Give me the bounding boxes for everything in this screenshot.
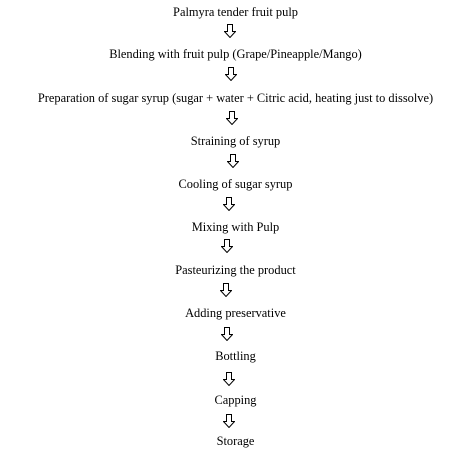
down-arrow-icon [223,197,235,211]
step-mixing: Mixing with Pulp [191,220,280,234]
down-arrow-icon [223,372,235,386]
step-pasteurizing: Pasteurizing the product [175,263,296,277]
step-storage: Storage [216,434,255,448]
step-adding-preservative: Adding preservative [185,306,286,320]
down-arrow-icon [225,67,237,81]
down-arrow-icon [221,327,233,341]
step-blending: Blending with fruit pulp (Grape/Pineapple/Mango) [109,47,362,61]
step-capping: Capping [214,393,257,407]
down-arrow-icon [221,239,233,253]
step-straining: Straining of syrup [190,134,281,148]
step-cooling: Cooling of sugar syrup [178,177,293,191]
down-arrow-icon [227,154,239,168]
down-arrow-icon [223,414,235,428]
step-palmyra-pulp: Palmyra tender fruit pulp [173,5,298,19]
down-arrow-icon [220,283,232,297]
step-sugar-syrup-preparation: Preparation of sugar syrup (sugar + water + Citric acid, heating just to dissolve) [37,91,434,105]
down-arrow-icon [224,24,236,38]
down-arrow-icon [226,111,238,125]
step-bottling: Bottling [215,349,256,363]
